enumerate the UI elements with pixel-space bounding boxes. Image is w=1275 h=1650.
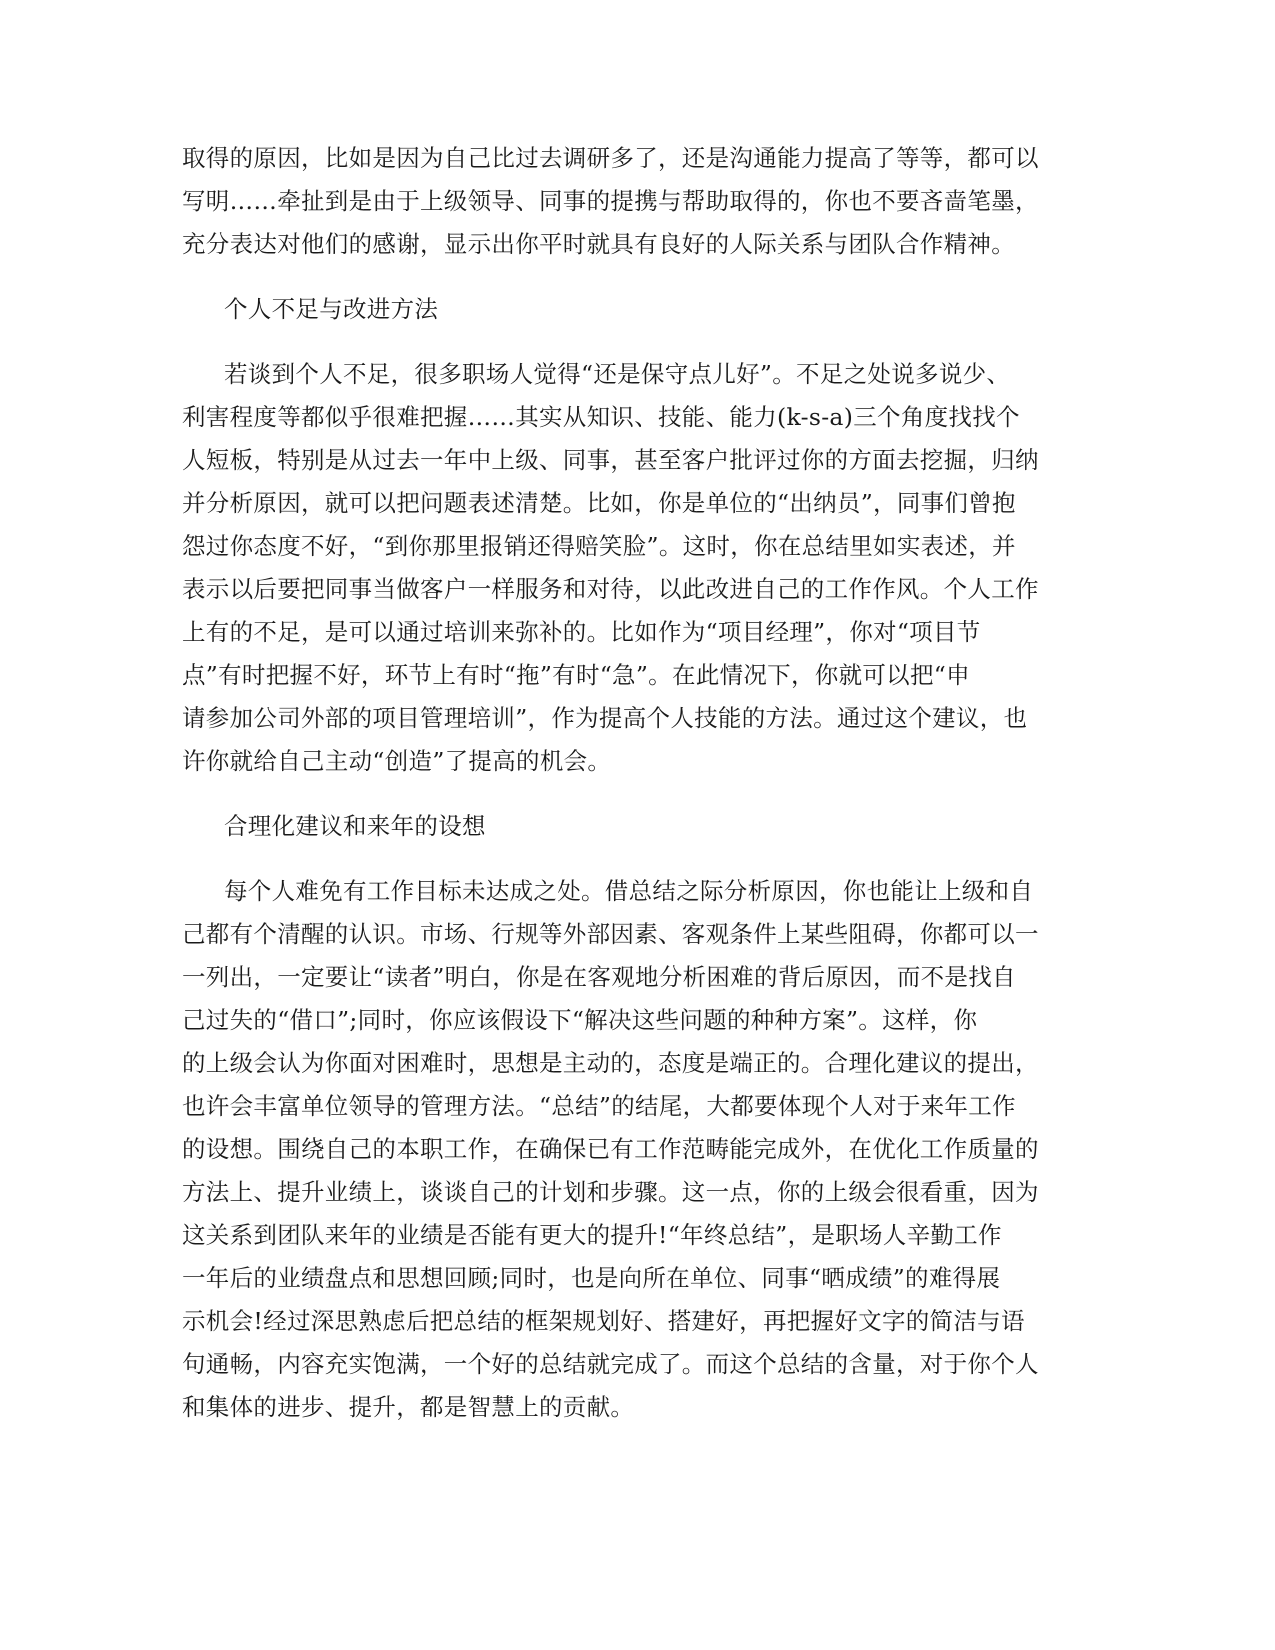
text-line: 取得的原因，比如是因为自己比过去调研多了，还是沟通能力提高了等等，都可以 — [182, 144, 1039, 172]
document-page — [182, 137, 1102, 1451]
text-line: 这关系到团队来年的业绩是否能有更大的提升!“年终总结”，是职场人辛勤工作 — [182, 1221, 1002, 1249]
section-heading-suggestions: 合理化建议和来年的设想 — [224, 812, 486, 840]
paragraph-suggestions — [182, 870, 1102, 1429]
text-line: 和集体的进步、提升，都是智慧上的贡献。 — [182, 1393, 635, 1421]
text-line: 的设想。围绕自己的本职工作，在确保已有工作范畴能完成外，在优化工作质量的 — [182, 1135, 1039, 1163]
text-line: 表示以后要把同事当做客户一样服务和对待，以此改进自己的工作作风。个人工作 — [182, 575, 1039, 603]
text-line: 点”有时把握不好，环节上有时“拖”有时“急”。在此情况下，你就可以把“申 — [182, 661, 970, 689]
paragraph-achievements-continued — [182, 137, 1102, 266]
text-line: 方法上、提升业绩上，谈谈自己的计划和步骤。这一点，你的上级会很看重，因为 — [182, 1178, 1039, 1206]
text-line: 利害程度等都似乎很难把握……其实从知识、技能、能力(k-s-a)三个角度找找个 — [182, 403, 1020, 431]
text-line: 充分表达对他们的感谢，显示出你平时就具有良好的人际关系与团队合作精神。 — [182, 230, 1015, 258]
text-line: 写明……牵扯到是由于上级领导、同事的提携与帮助取得的，你也不要吝啬笔墨， — [182, 187, 1039, 215]
text-line: 每个人难免有工作目标未达成之处。借总结之际分析原因，你也能让上级和自 — [224, 877, 1034, 905]
text-line: 己都有个清醒的认识。市场、行规等外部因素、客观条件上某些阻碍，你都可以一 — [182, 920, 1039, 948]
text-line: 许你就给自己主动“创造”了提高的机会。 — [182, 747, 612, 775]
text-line: 示机会!经过深思熟虑后把总结的框架规划好、搭建好，再把握好文字的简洁与语 — [182, 1307, 1025, 1335]
text-line: 怨过你态度不好，“到你那里报销还得赔笑脸”。这时，你在总结里如实表述，并 — [182, 532, 1016, 560]
text-line: 也许会丰富单位领导的管理方法。“总结”的结尾，大都要体现个人对于来年工作 — [182, 1092, 1016, 1120]
text-line: 上有的不足，是可以通过培训来弥补的。比如作为“项目经理”，你对“项目节 — [182, 618, 981, 646]
paragraph-shortcomings — [182, 353, 1102, 783]
text-line: 若谈到个人不足，很多职场人觉得“还是保守点儿好”。不足之处说多说少、 — [224, 360, 1011, 388]
text-line: 句通畅，内容充实饱满，一个好的总结就完成了。而这个总结的含量，对于你个人 — [182, 1350, 1039, 1378]
section-heading-shortcomings: 个人不足与改进方法 — [224, 295, 439, 323]
text-line: 一年后的业绩盘点和思想回顾;同时，也是向所在单位、同事“晒成绩”的难得展 — [182, 1264, 1001, 1292]
text-line: 己过失的“借口”;同时，你应该假设下“解决这些问题的种种方案”。这样，你 — [182, 1006, 978, 1034]
text-line: 请参加公司外部的项目管理培训”，作为提高个人技能的方法。通过这个建议，也 — [182, 704, 1028, 732]
text-line: 人短板，特别是从过去一年中上级、同事，甚至客户批评过你的方面去挖掘，归纳 — [182, 446, 1039, 474]
text-line: 一列出，一定要让“读者”明白，你是在客观地分析困难的背后原因，而不是找自 — [182, 963, 1016, 991]
text-line: 的上级会认为你面对困难时，思想是主动的，态度是端正的。合理化建议的提出， — [182, 1049, 1039, 1077]
text-line: 并分析原因，就可以把问题表述清楚。比如，你是单位的“出纳员”，同事们曾抱 — [182, 489, 1016, 517]
